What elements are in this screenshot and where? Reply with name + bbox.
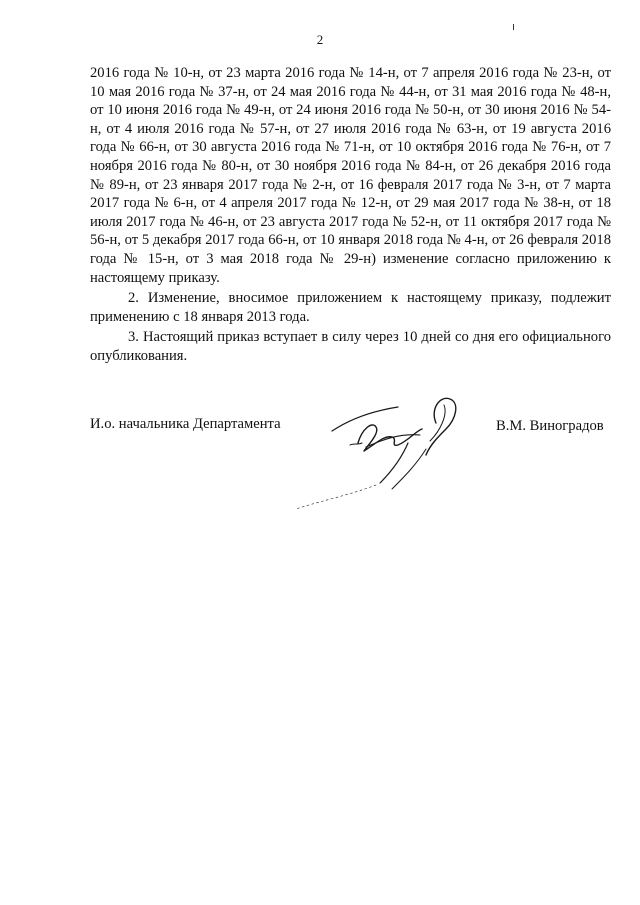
paragraph-2-application-date: 2. Изменение, вносимое приложением к настоящему приказу, подлежит применению с 18 января 2013 года. bbox=[90, 290, 611, 325]
order-text bbox=[90, 64, 611, 366]
paragraph-amendments-list: 2016 года № 10-н, от 23 марта 2016 года № 14-н, от 7 апреля 2016 года № 23-н, от 10 мая 2016 года № 37-н, от 24 мая 2016 года № 44-н, от 31 мая 2016 года № 48-н, от 10 июня 2016 года № 49-н, от 24 июня 2016 года № 50-н, от 30 июня 2016 № 54-н, от 4 июля 2016 года № 57-н, от 27 июля 2016 года № 63-н, от 19 августа 2016 года № 66-н, от 30 августа 2016 года № 71-н, от 10 октября 2016 года № 76-н, от 7 ноября 2016 года № 80-н, от 30 ноября 2016 года № 84-н, от 26 декабря 2016 года № 89-н, от 23 января 2017 года № 2-н, от 16 февраля 2017 года № 3-н, от 7 марта 2017 года № 6-н, от 4 апреля 2017 года № 12-н, от 29 мая 2017 года № 38-н, от 18 июля 2017 года № 46-н, от 23 августа 2017 года № 52-н, от 11 октября 2017 года № 56-н, от 5 декабря 2017 года 66-н, от 10 января 2018 года № 4-н, от 26 февраля 2018 года № 15-н, от 3 мая 2018 года № 29-н) изменение согласно приложению к настоящему приказу. bbox=[90, 65, 611, 286]
handwritten-signature bbox=[280, 385, 470, 515]
signatory-name: В.М. Виноградов bbox=[496, 418, 604, 434]
page-number: 2 bbox=[316, 32, 324, 47]
signatory-title: И.о. начальника Департамента bbox=[90, 416, 281, 432]
scan-mark bbox=[513, 24, 514, 30]
paragraph-3-entry-into-force: 3. Настоящий приказ вступает в силу через 10 дней со дня его официального опубликования. bbox=[90, 329, 611, 364]
